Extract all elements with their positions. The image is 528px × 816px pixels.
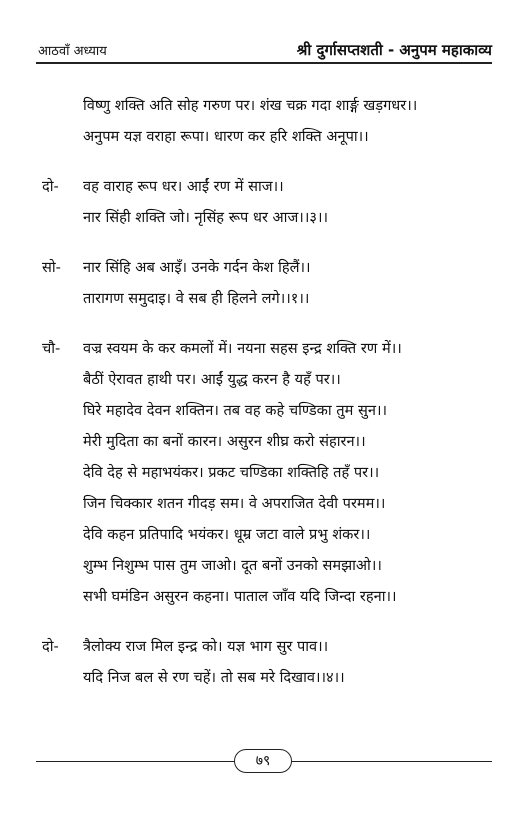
verse-text: नार सिंही शक्ति जो। नृसिंह रूप धर आज।।३।। — [83, 209, 329, 226]
verse-line — [42, 252, 502, 283]
verse-text: मेरी मुदिता का बनों कारन। असुरन शीघ्र करो संहारन।। — [83, 433, 366, 450]
verse-line — [42, 631, 502, 662]
verse-text: नार सिंहि अब आइँ। उनके गर्दन केश हिलैं।। — [83, 259, 311, 276]
verse-text: जिन चिक्कार शतन गीदड़ सम। वे अपराजित देवी परमम।। — [83, 495, 386, 512]
verse-label: चौ- — [42, 340, 61, 357]
doha-block — [42, 631, 502, 693]
book-title: श्री दुर्गासप्तशती - अनुपम महाकाव्य — [296, 41, 492, 59]
verse-text: देवि देह से महाभयंकर। प्रकट चण्डिका शक्तिहि तहँ पर।। — [83, 464, 380, 481]
page-number: ७९ — [234, 749, 292, 773]
verse-label: सो- — [42, 259, 61, 276]
verse-content — [42, 90, 502, 712]
verse-line — [42, 90, 502, 121]
verse-line — [42, 581, 502, 612]
verse-line — [42, 171, 502, 202]
verse-label: दो- — [42, 178, 59, 195]
header-rule — [36, 62, 492, 64]
verse-text: देवि कहन प्रतिपादि भयंकर। धूम्र जटा वाले प्रभु शंकर।। — [83, 526, 371, 543]
verse-text: शुम्भ निशुम्भ पास तुम जाओ। दूत बनों उनको समझाओ।। — [83, 557, 382, 574]
verse-line — [42, 202, 502, 233]
doha-block — [42, 171, 502, 233]
verse-line — [42, 426, 502, 457]
verse-line — [42, 395, 502, 426]
verse-line — [42, 333, 502, 364]
verse-text: यदि निज बल से रण चहें। तो सब मरे दिखाव।।४।। — [83, 669, 345, 686]
chaupai-block — [42, 333, 502, 612]
verse-line — [42, 283, 502, 314]
verse-label: दो- — [42, 638, 59, 655]
verse-text: विष्णु शक्ति अति सोह गरुण पर। शंख चक्र गदा शार्ङ्ग खड़गधर।। — [83, 97, 418, 114]
verse-text: वज्र स्वयम के कर कमलों में। नयना सहस इन्द्र शक्ति रण में।। — [83, 340, 402, 357]
verse-line — [42, 488, 502, 519]
sortha-block — [42, 252, 502, 314]
verse-line — [42, 519, 502, 550]
verse-text: अनुपम यज्ञ वराहा रूपा। धारण कर हरि शक्ति अनूपा।। — [83, 128, 369, 145]
verse-line — [42, 121, 502, 152]
chapter-title: आठवाँ अध्याय — [38, 44, 107, 59]
verse-text: तारागण समुदाइ। वे सब ही हिलने लगे।।१।। — [83, 290, 310, 307]
verse-text: घिरे महादेव देवन शक्तिन। तब वह कहे चण्डिका तुम सुन।। — [83, 402, 388, 419]
verse-line — [42, 662, 502, 693]
verse-line — [42, 457, 502, 488]
verse-line — [42, 550, 502, 581]
verse-line — [42, 364, 502, 395]
verse-text: वह वाराह रूप धर। आईं रण में साज।। — [83, 178, 284, 195]
verse-block — [42, 90, 502, 152]
verse-text: बैठीं ऐरावत हाथी पर। आईं युद्ध करन है यहँ पर।। — [83, 371, 341, 388]
verse-text: त्रैलोक्य राज मिल इन्द्र को। यज्ञ भाग सुर पाव।। — [83, 638, 329, 655]
page-header — [0, 0, 528, 62]
verse-text: सभी घमंडिन असुरन कहना। पाताल जाँव यदि जिन्दा रहना।। — [83, 588, 397, 605]
